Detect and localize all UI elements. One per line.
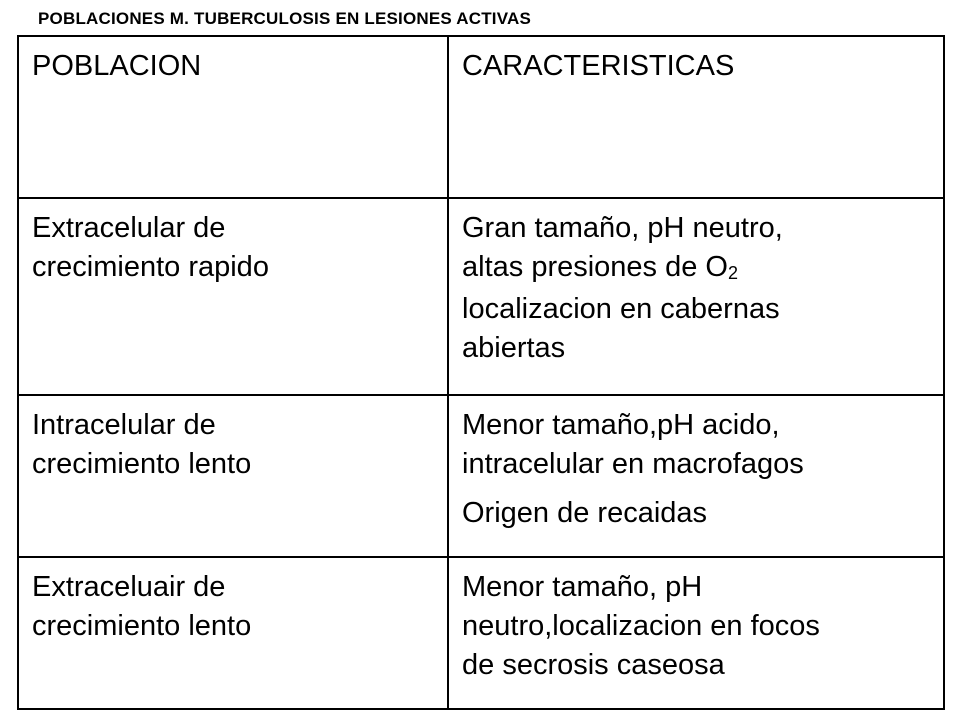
poblacion-cell	[18, 198, 448, 395]
caracteristicas-line: Origen de recaidas	[462, 497, 708, 529]
poblacion-cell	[18, 557, 448, 709]
table-header-row	[18, 36, 944, 198]
paragraph-gap	[462, 484, 931, 494]
poblacion-line: Extraceluair de	[32, 571, 226, 603]
header-cell-poblacion	[18, 36, 448, 198]
poblacion-line: Intracelular de	[32, 409, 216, 441]
oxygen-subscript: 2	[727, 263, 738, 283]
poblacion-cell	[18, 395, 448, 557]
page-title: POBLACIONES M. TUBERCULOSIS EN LESIONES ACTIVAS	[38, 9, 531, 28]
table-row	[18, 395, 944, 557]
header-caracteristicas: CARACTERISTICAS	[462, 50, 735, 82]
populations-table	[17, 35, 945, 710]
caracteristicas-line: localizacion en cabernas	[462, 293, 780, 325]
caracteristicas-line: Menor tamaño, pH	[462, 571, 703, 603]
caracteristicas-line: intracelular en macrofagos	[462, 448, 804, 480]
header-cell-caracteristicas	[448, 36, 944, 198]
caracteristicas-line: abiertas	[462, 332, 566, 364]
caracteristicas-text: altas presiones de O	[462, 251, 728, 283]
poblacion-line: Extracelular de	[32, 212, 226, 244]
caracteristicas-cell	[448, 198, 944, 395]
caracteristicas-line: neutro,localizacion en focos	[462, 610, 820, 642]
header-poblacion: POBLACION	[32, 50, 202, 82]
caracteristicas-line: de secrosis caseosa	[462, 649, 725, 681]
poblacion-line: crecimiento lento	[32, 448, 252, 480]
table-row	[18, 557, 944, 709]
caracteristicas-line: Gran tamaño, pH neutro,	[462, 212, 783, 244]
caracteristicas-cell	[448, 557, 944, 709]
caracteristicas-cell	[448, 395, 944, 557]
table-row	[18, 198, 944, 395]
caracteristicas-line	[462, 248, 931, 290]
caracteristicas-line: Menor tamaño,pH acido,	[462, 409, 780, 441]
poblacion-line: crecimiento lento	[32, 610, 252, 642]
poblacion-line: crecimiento rapido	[32, 251, 269, 283]
